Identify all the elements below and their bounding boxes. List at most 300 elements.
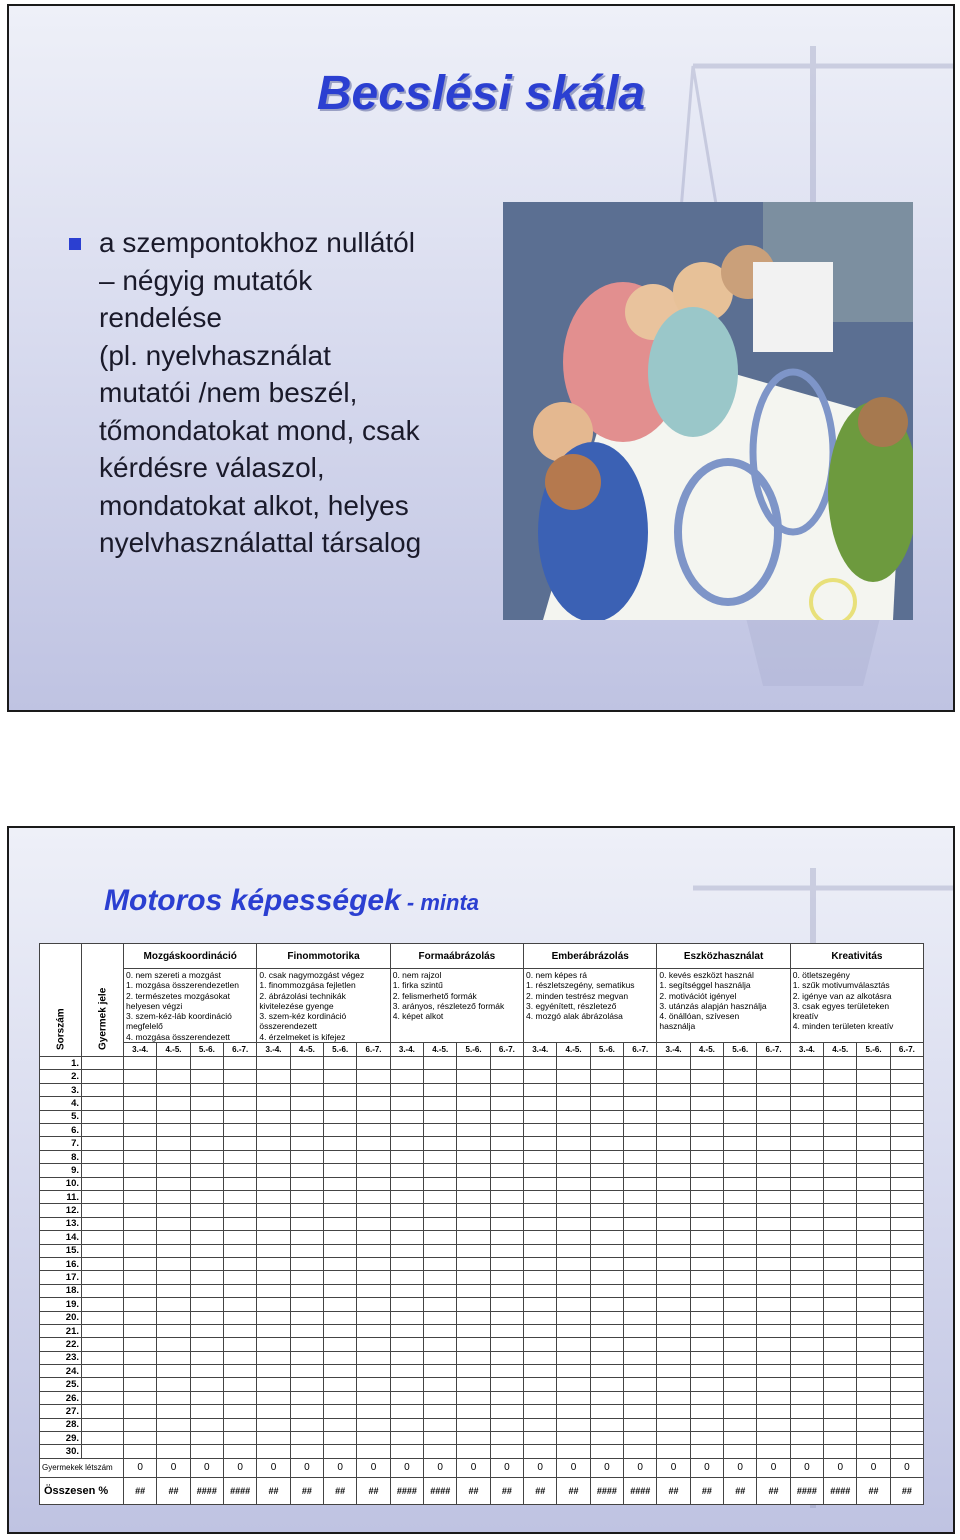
- score-cell[interactable]: [490, 1284, 523, 1297]
- score-cell[interactable]: [690, 1217, 723, 1230]
- score-cell[interactable]: [490, 1418, 523, 1431]
- score-cell[interactable]: [690, 1110, 723, 1123]
- score-cell[interactable]: [590, 1365, 623, 1378]
- score-cell[interactable]: [690, 1177, 723, 1190]
- score-cell[interactable]: [824, 1231, 857, 1244]
- score-cell[interactable]: [690, 1391, 723, 1404]
- score-cell[interactable]: [790, 1217, 823, 1230]
- score-cell[interactable]: [490, 1338, 523, 1351]
- score-cell[interactable]: [624, 1338, 657, 1351]
- score-cell[interactable]: [590, 1284, 623, 1297]
- score-cell[interactable]: [724, 1311, 757, 1324]
- score-cell[interactable]: [357, 1057, 390, 1070]
- score-cell[interactable]: [790, 1284, 823, 1297]
- score-cell[interactable]: [324, 1418, 357, 1431]
- score-cell[interactable]: [490, 1405, 523, 1418]
- score-cell[interactable]: [457, 1190, 490, 1203]
- score-cell[interactable]: [624, 1418, 657, 1431]
- score-cell[interactable]: [524, 1190, 557, 1203]
- score-cell[interactable]: [390, 1137, 423, 1150]
- score-cell[interactable]: [424, 1097, 457, 1110]
- score-cell[interactable]: [757, 1164, 790, 1177]
- score-cell[interactable]: [290, 1110, 323, 1123]
- score-cell[interactable]: [157, 1298, 190, 1311]
- score-cell[interactable]: [590, 1445, 623, 1458]
- score-cell[interactable]: [157, 1324, 190, 1337]
- score-cell[interactable]: [324, 1378, 357, 1391]
- score-cell[interactable]: [124, 1257, 157, 1270]
- score-cell[interactable]: [724, 1324, 757, 1337]
- score-cell[interactable]: [290, 1432, 323, 1445]
- score-cell[interactable]: [357, 1231, 390, 1244]
- score-cell[interactable]: [457, 1351, 490, 1364]
- score-cell[interactable]: [357, 1083, 390, 1096]
- score-cell[interactable]: [490, 1271, 523, 1284]
- score-cell[interactable]: [223, 1271, 256, 1284]
- score-cell[interactable]: [390, 1324, 423, 1337]
- score-cell[interactable]: [790, 1418, 823, 1431]
- score-cell[interactable]: [657, 1177, 690, 1190]
- score-cell[interactable]: [657, 1150, 690, 1163]
- score-cell[interactable]: [790, 1338, 823, 1351]
- score-cell[interactable]: [590, 1164, 623, 1177]
- score-cell[interactable]: [524, 1110, 557, 1123]
- score-cell[interactable]: [624, 1391, 657, 1404]
- score-cell[interactable]: [824, 1338, 857, 1351]
- score-cell[interactable]: [390, 1284, 423, 1297]
- score-cell[interactable]: [657, 1338, 690, 1351]
- score-cell[interactable]: [257, 1177, 290, 1190]
- score-cell[interactable]: [890, 1445, 923, 1458]
- score-cell[interactable]: [790, 1391, 823, 1404]
- score-cell[interactable]: [790, 1083, 823, 1096]
- score-cell[interactable]: [190, 1097, 223, 1110]
- score-cell[interactable]: [590, 1244, 623, 1257]
- score-cell[interactable]: [690, 1097, 723, 1110]
- score-cell[interactable]: [590, 1177, 623, 1190]
- score-cell[interactable]: [424, 1351, 457, 1364]
- score-cell[interactable]: [290, 1284, 323, 1297]
- score-cell[interactable]: [757, 1124, 790, 1137]
- score-cell[interactable]: [290, 1351, 323, 1364]
- score-cell[interactable]: [490, 1083, 523, 1096]
- score-cell[interactable]: [857, 1097, 890, 1110]
- score-cell[interactable]: [790, 1110, 823, 1123]
- child-code-cell[interactable]: [82, 1257, 124, 1270]
- score-cell[interactable]: [390, 1244, 423, 1257]
- score-cell[interactable]: [357, 1405, 390, 1418]
- score-cell[interactable]: [190, 1110, 223, 1123]
- score-cell[interactable]: [724, 1418, 757, 1431]
- score-cell[interactable]: [624, 1405, 657, 1418]
- score-cell[interactable]: [524, 1177, 557, 1190]
- score-cell[interactable]: [124, 1432, 157, 1445]
- score-cell[interactable]: [824, 1445, 857, 1458]
- score-cell[interactable]: [624, 1177, 657, 1190]
- score-cell[interactable]: [324, 1190, 357, 1203]
- score-cell[interactable]: [124, 1284, 157, 1297]
- score-cell[interactable]: [824, 1271, 857, 1284]
- child-code-cell[interactable]: [82, 1204, 124, 1217]
- child-code-cell[interactable]: [82, 1365, 124, 1378]
- score-cell[interactable]: [190, 1324, 223, 1337]
- score-cell[interactable]: [390, 1418, 423, 1431]
- score-cell[interactable]: [490, 1231, 523, 1244]
- score-cell[interactable]: [324, 1083, 357, 1096]
- score-cell[interactable]: [857, 1217, 890, 1230]
- score-cell[interactable]: [557, 1137, 590, 1150]
- score-cell[interactable]: [124, 1110, 157, 1123]
- score-cell[interactable]: [890, 1164, 923, 1177]
- child-code-cell[interactable]: [82, 1150, 124, 1163]
- score-cell[interactable]: [624, 1378, 657, 1391]
- child-code-cell[interactable]: [82, 1217, 124, 1230]
- score-cell[interactable]: [890, 1150, 923, 1163]
- child-code-cell[interactable]: [82, 1432, 124, 1445]
- score-cell[interactable]: [157, 1405, 190, 1418]
- score-cell[interactable]: [424, 1231, 457, 1244]
- score-cell[interactable]: [490, 1070, 523, 1083]
- score-cell[interactable]: [690, 1365, 723, 1378]
- score-cell[interactable]: [157, 1418, 190, 1431]
- score-cell[interactable]: [124, 1244, 157, 1257]
- score-cell[interactable]: [890, 1231, 923, 1244]
- score-cell[interactable]: [757, 1432, 790, 1445]
- score-cell[interactable]: [657, 1445, 690, 1458]
- score-cell[interactable]: [457, 1137, 490, 1150]
- score-cell[interactable]: [657, 1432, 690, 1445]
- score-cell[interactable]: [290, 1418, 323, 1431]
- score-cell[interactable]: [157, 1217, 190, 1230]
- score-cell[interactable]: [657, 1137, 690, 1150]
- score-cell[interactable]: [690, 1311, 723, 1324]
- score-cell[interactable]: [824, 1097, 857, 1110]
- score-cell[interactable]: [124, 1418, 157, 1431]
- score-cell[interactable]: [324, 1271, 357, 1284]
- score-cell[interactable]: [624, 1351, 657, 1364]
- score-cell[interactable]: [357, 1204, 390, 1217]
- score-cell[interactable]: [890, 1190, 923, 1203]
- score-cell[interactable]: [190, 1311, 223, 1324]
- score-cell[interactable]: [724, 1284, 757, 1297]
- score-cell[interactable]: [324, 1231, 357, 1244]
- score-cell[interactable]: [557, 1217, 590, 1230]
- score-cell[interactable]: [857, 1150, 890, 1163]
- score-cell[interactable]: [590, 1217, 623, 1230]
- score-cell[interactable]: [390, 1110, 423, 1123]
- score-cell[interactable]: [324, 1150, 357, 1163]
- score-cell[interactable]: [890, 1298, 923, 1311]
- score-cell[interactable]: [357, 1298, 390, 1311]
- score-cell[interactable]: [624, 1298, 657, 1311]
- score-cell[interactable]: [790, 1150, 823, 1163]
- score-cell[interactable]: [357, 1177, 390, 1190]
- score-cell[interactable]: [724, 1204, 757, 1217]
- score-cell[interactable]: [590, 1418, 623, 1431]
- score-cell[interactable]: [690, 1083, 723, 1096]
- score-cell[interactable]: [690, 1204, 723, 1217]
- score-cell[interactable]: [757, 1445, 790, 1458]
- score-cell[interactable]: [524, 1204, 557, 1217]
- score-cell[interactable]: [690, 1070, 723, 1083]
- score-cell[interactable]: [157, 1057, 190, 1070]
- score-cell[interactable]: [690, 1137, 723, 1150]
- score-cell[interactable]: [724, 1391, 757, 1404]
- score-cell[interactable]: [457, 1257, 490, 1270]
- score-cell[interactable]: [690, 1124, 723, 1137]
- score-cell[interactable]: [790, 1124, 823, 1137]
- score-cell[interactable]: [590, 1311, 623, 1324]
- score-cell[interactable]: [257, 1164, 290, 1177]
- child-code-cell[interactable]: [82, 1124, 124, 1137]
- score-cell[interactable]: [324, 1391, 357, 1404]
- score-cell[interactable]: [857, 1418, 890, 1431]
- score-cell[interactable]: [124, 1405, 157, 1418]
- score-cell[interactable]: [857, 1271, 890, 1284]
- score-cell[interactable]: [824, 1432, 857, 1445]
- score-cell[interactable]: [724, 1124, 757, 1137]
- score-cell[interactable]: [757, 1177, 790, 1190]
- score-cell[interactable]: [490, 1217, 523, 1230]
- score-cell[interactable]: [657, 1378, 690, 1391]
- score-cell[interactable]: [157, 1257, 190, 1270]
- score-cell[interactable]: [890, 1311, 923, 1324]
- score-cell[interactable]: [890, 1244, 923, 1257]
- score-cell[interactable]: [157, 1338, 190, 1351]
- score-cell[interactable]: [157, 1137, 190, 1150]
- score-cell[interactable]: [457, 1432, 490, 1445]
- score-cell[interactable]: [490, 1190, 523, 1203]
- score-cell[interactable]: [557, 1097, 590, 1110]
- score-cell[interactable]: [357, 1150, 390, 1163]
- score-cell[interactable]: [490, 1097, 523, 1110]
- score-cell[interactable]: [524, 1257, 557, 1270]
- score-cell[interactable]: [557, 1298, 590, 1311]
- score-cell[interactable]: [124, 1338, 157, 1351]
- score-cell[interactable]: [223, 1298, 256, 1311]
- score-cell[interactable]: [190, 1244, 223, 1257]
- score-cell[interactable]: [890, 1124, 923, 1137]
- score-cell[interactable]: [190, 1150, 223, 1163]
- score-cell[interactable]: [590, 1378, 623, 1391]
- score-cell[interactable]: [724, 1405, 757, 1418]
- score-cell[interactable]: [324, 1177, 357, 1190]
- score-cell[interactable]: [590, 1257, 623, 1270]
- score-cell[interactable]: [890, 1204, 923, 1217]
- score-cell[interactable]: [290, 1391, 323, 1404]
- score-cell[interactable]: [857, 1257, 890, 1270]
- score-cell[interactable]: [390, 1405, 423, 1418]
- score-cell[interactable]: [824, 1418, 857, 1431]
- score-cell[interactable]: [290, 1150, 323, 1163]
- score-cell[interactable]: [457, 1070, 490, 1083]
- score-cell[interactable]: [324, 1298, 357, 1311]
- score-cell[interactable]: [557, 1057, 590, 1070]
- score-cell[interactable]: [190, 1351, 223, 1364]
- score-cell[interactable]: [657, 1365, 690, 1378]
- score-cell[interactable]: [724, 1298, 757, 1311]
- score-cell[interactable]: [790, 1137, 823, 1150]
- score-cell[interactable]: [490, 1110, 523, 1123]
- score-cell[interactable]: [890, 1137, 923, 1150]
- score-cell[interactable]: [524, 1405, 557, 1418]
- score-cell[interactable]: [424, 1391, 457, 1404]
- score-cell[interactable]: [157, 1311, 190, 1324]
- score-cell[interactable]: [824, 1177, 857, 1190]
- score-cell[interactable]: [424, 1057, 457, 1070]
- score-cell[interactable]: [590, 1097, 623, 1110]
- score-cell[interactable]: [824, 1324, 857, 1337]
- score-cell[interactable]: [857, 1190, 890, 1203]
- score-cell[interactable]: [824, 1257, 857, 1270]
- score-cell[interactable]: [457, 1083, 490, 1096]
- score-cell[interactable]: [557, 1405, 590, 1418]
- score-cell[interactable]: [724, 1244, 757, 1257]
- score-cell[interactable]: [657, 1271, 690, 1284]
- score-cell[interactable]: [157, 1271, 190, 1284]
- score-cell[interactable]: [790, 1204, 823, 1217]
- score-cell[interactable]: [324, 1432, 357, 1445]
- score-cell[interactable]: [424, 1445, 457, 1458]
- child-code-cell[interactable]: [82, 1231, 124, 1244]
- score-cell[interactable]: [857, 1378, 890, 1391]
- score-cell[interactable]: [824, 1204, 857, 1217]
- score-cell[interactable]: [190, 1338, 223, 1351]
- score-cell[interactable]: [690, 1164, 723, 1177]
- score-cell[interactable]: [824, 1217, 857, 1230]
- score-cell[interactable]: [324, 1070, 357, 1083]
- score-cell[interactable]: [223, 1097, 256, 1110]
- score-cell[interactable]: [857, 1137, 890, 1150]
- score-cell[interactable]: [357, 1097, 390, 1110]
- score-cell[interactable]: [590, 1150, 623, 1163]
- score-cell[interactable]: [690, 1298, 723, 1311]
- score-cell[interactable]: [757, 1365, 790, 1378]
- score-cell[interactable]: [324, 1204, 357, 1217]
- score-cell[interactable]: [557, 1445, 590, 1458]
- child-code-cell[interactable]: [82, 1445, 124, 1458]
- score-cell[interactable]: [190, 1257, 223, 1270]
- score-cell[interactable]: [624, 1164, 657, 1177]
- score-cell[interactable]: [390, 1365, 423, 1378]
- score-cell[interactable]: [357, 1338, 390, 1351]
- score-cell[interactable]: [490, 1164, 523, 1177]
- child-code-cell[interactable]: [82, 1110, 124, 1123]
- score-cell[interactable]: [290, 1271, 323, 1284]
- score-cell[interactable]: [157, 1204, 190, 1217]
- score-cell[interactable]: [824, 1405, 857, 1418]
- score-cell[interactable]: [357, 1257, 390, 1270]
- score-cell[interactable]: [757, 1391, 790, 1404]
- score-cell[interactable]: [590, 1083, 623, 1096]
- score-cell[interactable]: [657, 1311, 690, 1324]
- score-cell[interactable]: [257, 1110, 290, 1123]
- score-cell[interactable]: [757, 1057, 790, 1070]
- score-cell[interactable]: [357, 1418, 390, 1431]
- score-cell[interactable]: [324, 1324, 357, 1337]
- child-code-cell[interactable]: [82, 1070, 124, 1083]
- child-code-cell[interactable]: [82, 1405, 124, 1418]
- score-cell[interactable]: [257, 1244, 290, 1257]
- score-cell[interactable]: [290, 1124, 323, 1137]
- score-cell[interactable]: [824, 1150, 857, 1163]
- child-code-cell[interactable]: [82, 1324, 124, 1337]
- score-cell[interactable]: [590, 1231, 623, 1244]
- score-cell[interactable]: [690, 1405, 723, 1418]
- score-cell[interactable]: [657, 1204, 690, 1217]
- score-cell[interactable]: [657, 1231, 690, 1244]
- score-cell[interactable]: [390, 1124, 423, 1137]
- score-cell[interactable]: [657, 1298, 690, 1311]
- score-cell[interactable]: [290, 1445, 323, 1458]
- score-cell[interactable]: [490, 1177, 523, 1190]
- score-cell[interactable]: [857, 1244, 890, 1257]
- score-cell[interactable]: [790, 1257, 823, 1270]
- score-cell[interactable]: [490, 1365, 523, 1378]
- score-cell[interactable]: [390, 1445, 423, 1458]
- score-cell[interactable]: [257, 1137, 290, 1150]
- score-cell[interactable]: [424, 1432, 457, 1445]
- score-cell[interactable]: [857, 1164, 890, 1177]
- child-code-cell[interactable]: [82, 1418, 124, 1431]
- score-cell[interactable]: [557, 1150, 590, 1163]
- score-cell[interactable]: [457, 1338, 490, 1351]
- score-cell[interactable]: [690, 1150, 723, 1163]
- score-cell[interactable]: [824, 1351, 857, 1364]
- score-cell[interactable]: [757, 1338, 790, 1351]
- score-cell[interactable]: [223, 1070, 256, 1083]
- child-code-cell[interactable]: [82, 1083, 124, 1096]
- score-cell[interactable]: [223, 1177, 256, 1190]
- score-cell[interactable]: [724, 1217, 757, 1230]
- score-cell[interactable]: [257, 1298, 290, 1311]
- score-cell[interactable]: [223, 1110, 256, 1123]
- score-cell[interactable]: [624, 1271, 657, 1284]
- score-cell[interactable]: [390, 1150, 423, 1163]
- score-cell[interactable]: [490, 1204, 523, 1217]
- score-cell[interactable]: [624, 1097, 657, 1110]
- score-cell[interactable]: [357, 1445, 390, 1458]
- score-cell[interactable]: [424, 1217, 457, 1230]
- score-cell[interactable]: [557, 1271, 590, 1284]
- score-cell[interactable]: [357, 1351, 390, 1364]
- score-cell[interactable]: [124, 1311, 157, 1324]
- score-cell[interactable]: [757, 1351, 790, 1364]
- score-cell[interactable]: [757, 1083, 790, 1096]
- score-cell[interactable]: [790, 1378, 823, 1391]
- score-cell[interactable]: [457, 1418, 490, 1431]
- score-cell[interactable]: [490, 1057, 523, 1070]
- score-cell[interactable]: [424, 1338, 457, 1351]
- score-cell[interactable]: [124, 1445, 157, 1458]
- score-cell[interactable]: [790, 1177, 823, 1190]
- score-cell[interactable]: [424, 1271, 457, 1284]
- score-cell[interactable]: [590, 1405, 623, 1418]
- score-cell[interactable]: [223, 1418, 256, 1431]
- score-cell[interactable]: [724, 1057, 757, 1070]
- score-cell[interactable]: [457, 1177, 490, 1190]
- score-cell[interactable]: [857, 1070, 890, 1083]
- score-cell[interactable]: [190, 1231, 223, 1244]
- score-cell[interactable]: [790, 1324, 823, 1337]
- score-cell[interactable]: [490, 1432, 523, 1445]
- score-cell[interactable]: [324, 1110, 357, 1123]
- score-cell[interactable]: [824, 1244, 857, 1257]
- score-cell[interactable]: [257, 1257, 290, 1270]
- score-cell[interactable]: [357, 1271, 390, 1284]
- score-cell[interactable]: [490, 1351, 523, 1364]
- score-cell[interactable]: [390, 1190, 423, 1203]
